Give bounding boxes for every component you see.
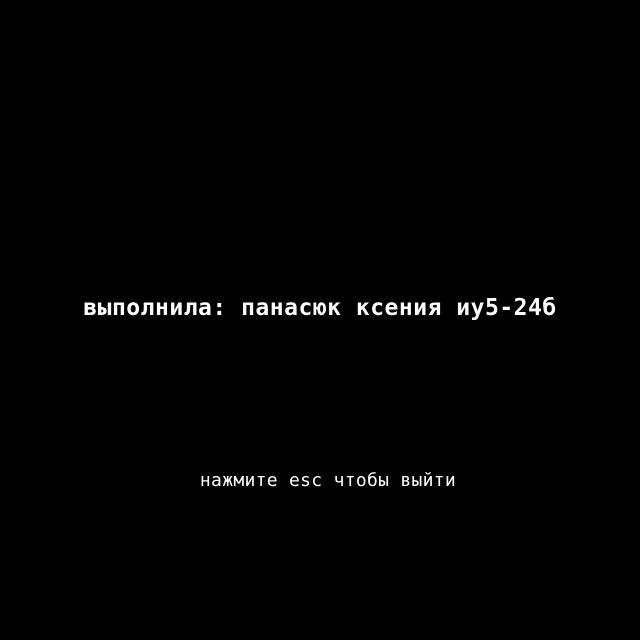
exit-hint-text: нажмите esc чтобы выйти — [199, 470, 457, 491]
credits-text: выполнила: панасюк ксения иу5-24б — [83, 295, 557, 321]
